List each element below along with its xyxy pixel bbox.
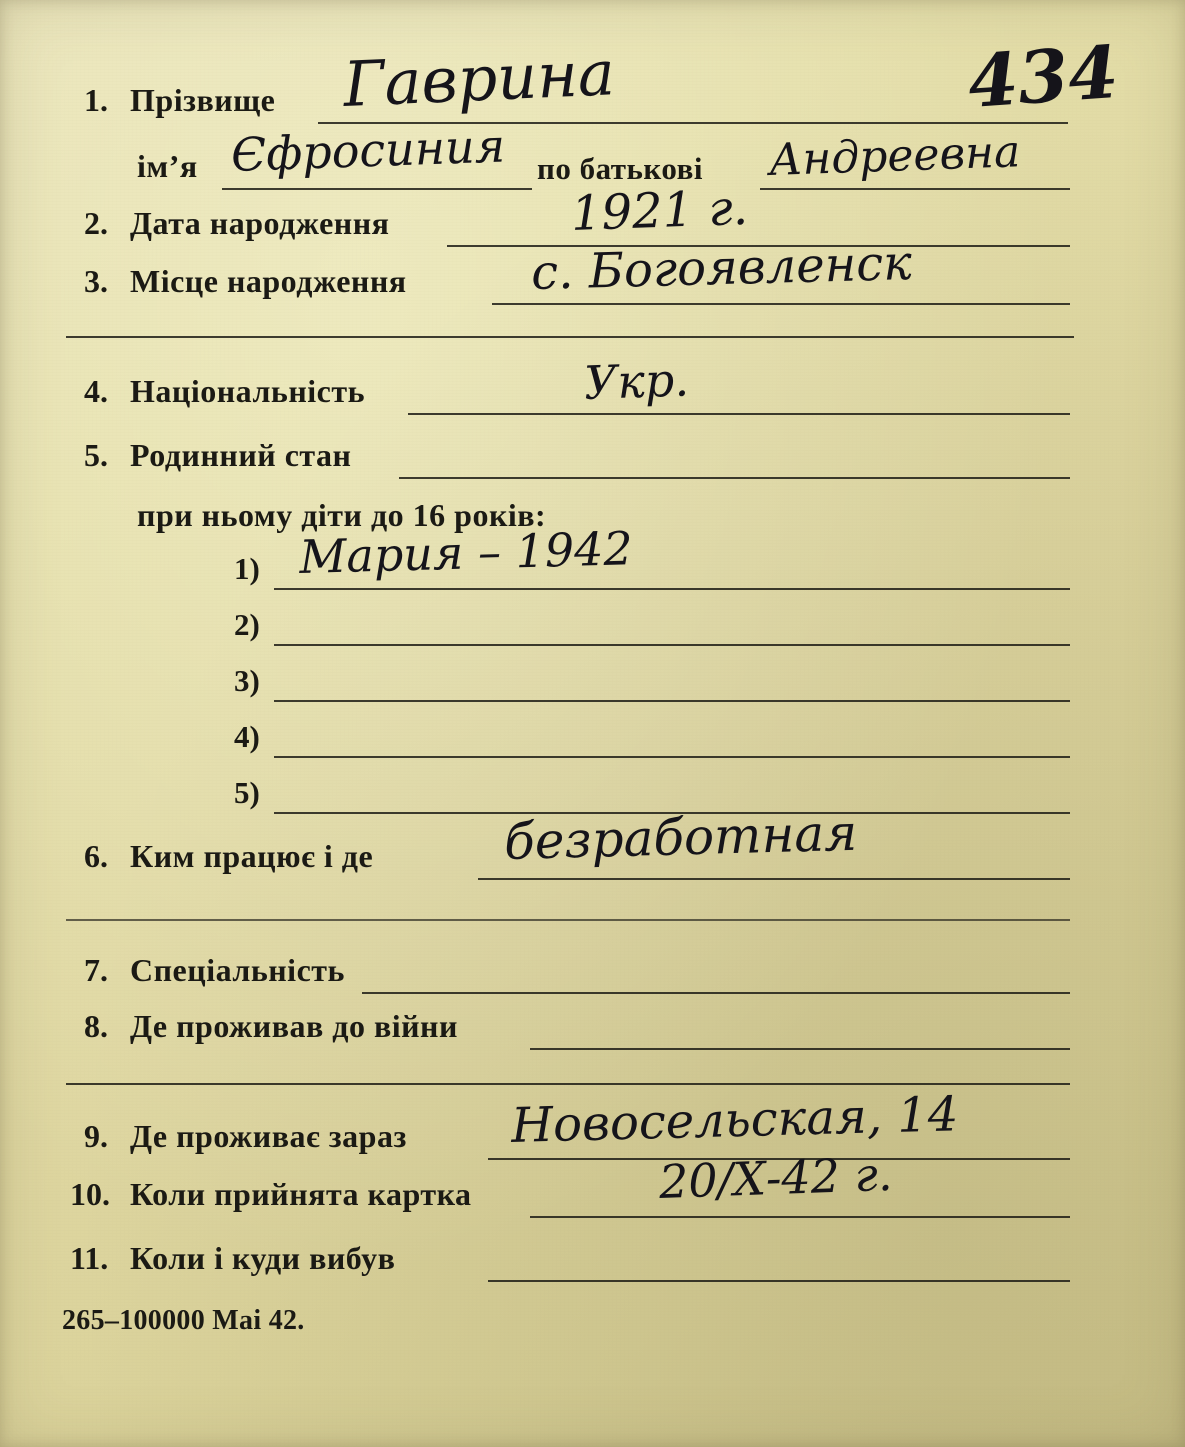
field-firstname-label: ім’я [137, 148, 198, 184]
child-4-index: 4) [234, 719, 260, 754]
field-1-number: 1. [84, 82, 108, 118]
field-6-number: 6. [84, 838, 108, 874]
field-6-rule [478, 878, 1070, 880]
page-number: 434 [965, 28, 1122, 125]
field-10-value: 20/Х-42 г. [658, 1146, 894, 1209]
field-3-number: 3. [84, 263, 108, 299]
field-8-number: 8. [84, 1008, 108, 1044]
child-4-rule [274, 756, 1070, 758]
field-patronymic-rule [760, 188, 1070, 190]
field-5-rule [399, 477, 1070, 479]
field-11-rule [488, 1280, 1070, 1282]
field-4-label: Національність [130, 373, 365, 409]
field-4-rule [408, 413, 1070, 415]
field-5-number: 5. [84, 437, 108, 473]
child-2-rule [274, 644, 1070, 646]
field-1-label: Прізвище [130, 82, 276, 118]
field-4-number: 4. [84, 373, 108, 409]
footer-code: 265–100000 Mai 42. [62, 1305, 305, 1336]
separator-rule-2 [66, 1083, 1070, 1085]
field-3-rule [492, 303, 1070, 305]
child-3-index: 3) [234, 663, 260, 698]
field-3-label: Місце народження [130, 263, 407, 299]
field-9-number: 9. [84, 1118, 108, 1154]
field-10-rule [530, 1216, 1070, 1218]
field-11-label: Коли і куди вибув [130, 1240, 396, 1276]
field-6-rule-2 [66, 919, 1070, 921]
field-9-label: Де проживає зараз [130, 1118, 407, 1154]
children-label: при ньому діти до 16 років: [137, 497, 547, 533]
child-1-value: Мария – 1942 [298, 521, 634, 584]
child-1-index: 1) [234, 551, 260, 586]
field-4-value: Укр. [583, 352, 690, 410]
field-firstname-rule [222, 188, 532, 190]
field-9-value: Новосельская, 14 [510, 1086, 959, 1154]
field-7-label: Спеціальність [130, 952, 345, 988]
field-patronymic-value: Андреевна [768, 126, 1022, 186]
field-8-rule [530, 1048, 1070, 1050]
field-7-number: 7. [84, 952, 108, 988]
field-2-label: Дата народження [130, 205, 390, 241]
child-3-rule [274, 700, 1070, 702]
child-2-index: 2) [234, 607, 260, 642]
field-2-number: 2. [84, 205, 108, 241]
field-11-number: 11. [70, 1240, 109, 1276]
field-10-label: Коли прийнята картка [130, 1176, 472, 1212]
field-patronymic-label: по батькові [537, 151, 703, 186]
separator-rule-1 [66, 336, 1074, 338]
field-2-value: 1921 г. [570, 179, 749, 242]
field-8-label: Де проживав до війни [130, 1008, 458, 1044]
child-1-rule [274, 588, 1070, 590]
field-7-rule [362, 992, 1070, 994]
field-6-label: Ким працює і де [130, 838, 374, 874]
field-6-value: безработная [503, 803, 858, 871]
field-5-label: Родинний стан [130, 437, 352, 473]
field-1-value: Гаврина [341, 36, 617, 122]
field-10-number: 10. [70, 1176, 110, 1212]
field-firstname-value: Єфросиния [230, 118, 506, 182]
child-5-index: 5) [234, 775, 260, 810]
field-3-value: с. Богоявленск [530, 235, 913, 301]
